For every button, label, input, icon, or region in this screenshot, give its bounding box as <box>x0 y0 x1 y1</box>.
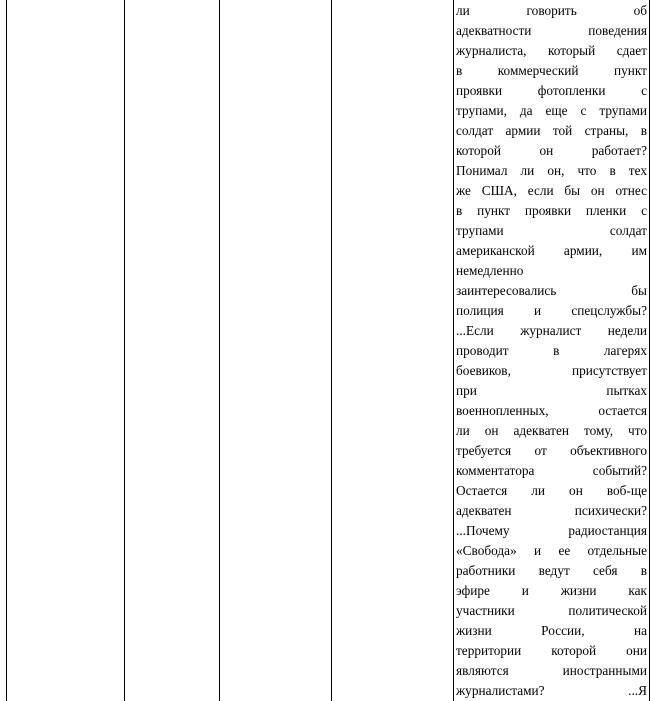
text-line: проявки фотопленки с <box>456 83 647 98</box>
text-line: американской армии, им <box>456 243 647 258</box>
table-cell-4 <box>332 0 454 701</box>
text-line: трупами, да еще с трупами <box>456 103 647 118</box>
text-line: журналистами? ...Я <box>456 683 647 698</box>
table-cell-2 <box>125 0 220 701</box>
text-line: ли говорить об <box>456 3 647 18</box>
text-line: адекватности поведения <box>456 23 647 38</box>
text-line: солдат армии той страны, в <box>456 123 647 138</box>
text-line: Остается ли он воб-ще <box>456 483 647 498</box>
text-line: в коммерческий пункт <box>456 63 647 78</box>
text-line: территории которой они <box>456 643 647 658</box>
table-cell-5 <box>454 0 650 701</box>
text-line: заинтересовались бы <box>456 283 647 298</box>
text-line: участники политической <box>456 603 647 618</box>
text-line: немедленно <box>456 263 524 278</box>
text-line: работники ведут себя в <box>456 563 647 578</box>
text-line: эфире и жизни как <box>456 583 647 598</box>
text-line: ли он адекватен тому, что <box>456 423 647 438</box>
text-line: трупами солдат <box>456 223 647 238</box>
text-line: военнопленных, остается <box>456 403 647 418</box>
text-line: в пункт проявки пленки с <box>456 203 647 218</box>
text-line: ...Почему радиостанция <box>456 523 647 538</box>
text-line: проводит в лагерях <box>456 343 647 358</box>
text-line: являются иностранными <box>456 663 647 678</box>
text-line: боевиков, присутствует <box>456 363 647 378</box>
text-line: ...Если журналист недели <box>456 323 647 338</box>
text-line: «Свобода» и ее отдельные <box>456 543 647 558</box>
text-line: полиция и спецслужбы? <box>456 303 647 318</box>
text-line: же США, если бы он отнес <box>456 183 647 198</box>
text-line: требуется от объективного <box>456 443 647 458</box>
cell-text-paragraph <box>454 1 649 701</box>
document-table <box>6 0 650 701</box>
text-line: журналиста, который сдает <box>456 43 647 58</box>
text-line: которой он работает? <box>456 143 647 158</box>
text-line: жизни России, на <box>456 623 647 638</box>
text-line: адекватен психически? <box>456 503 647 518</box>
text-line: при пытках <box>456 383 647 398</box>
text-line: комментатора событий? <box>456 463 647 478</box>
table-row <box>7 0 650 701</box>
text-line: Понимал ли он, что в тех <box>456 163 647 178</box>
table-cell-1 <box>7 0 125 701</box>
table-cell-3 <box>220 0 332 701</box>
